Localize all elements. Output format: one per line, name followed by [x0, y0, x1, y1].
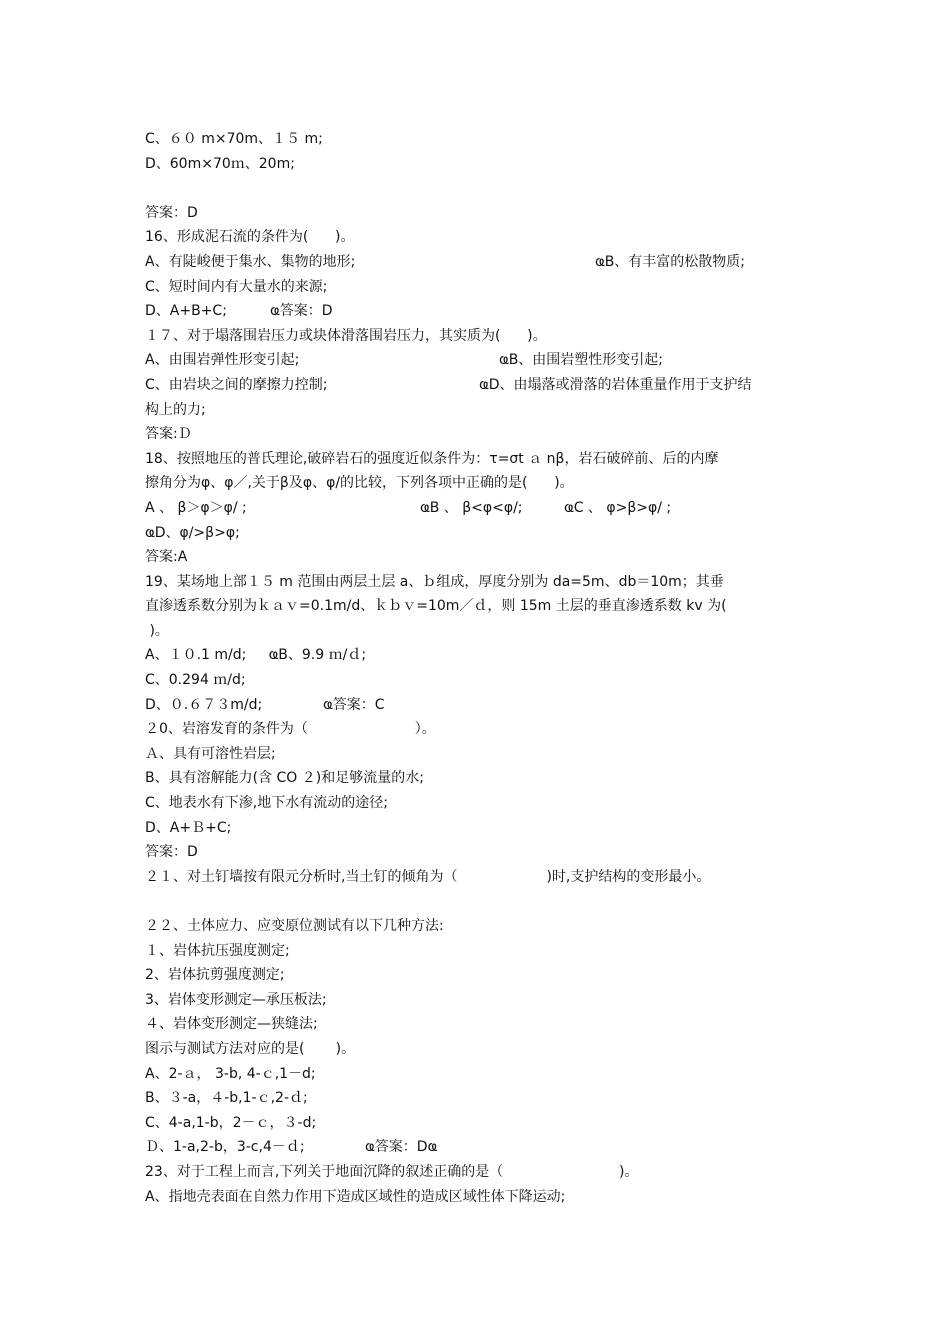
- option-a: A、由围岩弹性形变引起;: [145, 352, 300, 369]
- options-row: [145, 693, 815, 718]
- question-16: 16、形成泥石流的条件为( )。: [145, 229, 355, 246]
- question-21: ２１、对土钉墙按有限元分析时,当土钉的倾角为（ )时,支护结构的变形最小。: [145, 868, 711, 885]
- answer-line: ҩ答案：D: [270, 303, 333, 320]
- answer-line: ҩ答案：C: [323, 696, 385, 713]
- option-c: C、地表水有下渗,地下水有流动的途径;: [145, 795, 388, 812]
- text-line: 擦角分为φ、φ／,关于β及φ、φ/的比较，下列各项中正确的是( )。: [145, 475, 574, 492]
- question-22: ２２、土体应力、应变原位测试有以下几种方法:: [145, 918, 444, 934]
- method-item: 2、岩体抗剪强度测定;: [145, 967, 285, 984]
- options-row: [145, 373, 815, 398]
- option-a: A、2-ａ， 3-b, 4-ｃ,1－d;: [145, 1065, 316, 1082]
- option-d: D、A+Ｂ+C;: [145, 819, 232, 836]
- option-c: C、4-a,1-b，2－ｃ，３-d;: [145, 1114, 317, 1131]
- option-a: A、指地壳表面在自然力作用下造成区域性的造成区域性体下降运动;: [145, 1188, 566, 1205]
- answer-line: ҩ答案：Dҩ: [365, 1139, 438, 1156]
- option-d: D、A+B+C;: [145, 303, 227, 320]
- blank-line: [145, 889, 815, 914]
- method-item: ４、岩体变形测定—狭缝法;: [145, 1016, 318, 1033]
- text-line: 构上的力;: [145, 401, 206, 418]
- answer-line: 答案：D: [145, 204, 198, 221]
- option-b: ҩB、有丰富的松散物质;: [595, 253, 746, 270]
- answer-line: 答案:A: [145, 549, 188, 566]
- option-c: C、0.294 ｍ/d;: [145, 672, 246, 689]
- option-b: B、具有溶解能力(含 CO ２)和足够流量的水;: [145, 770, 424, 787]
- text-line: )。: [145, 622, 169, 639]
- option-a: A 、 β＞φ＞φ/ ;: [145, 499, 247, 516]
- option-a: Ａ、具有可溶性岩层;: [145, 745, 276, 762]
- option-d: ҩD、φ/>β>φ;: [145, 524, 240, 541]
- option-c: C、短时间内有大量水的来源;: [145, 278, 328, 295]
- options-row: [145, 1135, 815, 1160]
- answer-line: 答案：D: [145, 844, 198, 861]
- option-b: ҩB、由围岩塑性形变引起;: [499, 352, 664, 369]
- question-19: 19、某场地上部１５ m 范围由两层土层 a、ｂ组成，厚度分别为 da=5m、db＝10m；其垂: [145, 573, 724, 590]
- options-row: [145, 496, 815, 521]
- options-row: A、１０.1 m/d; ҩB、9.9 ｍ/ｄ;: [145, 647, 367, 664]
- option-b: B、３-a，４-b,1-ｃ,2-ｄ;: [145, 1090, 308, 1107]
- option-c: C、由岩块之间的摩擦力控制;: [145, 376, 328, 393]
- question-18: 18、按照地压的普氏理论,破碎岩石的强度近似条件为：τ=σt ａ nβ，岩石破碎前、后的内摩: [145, 450, 719, 467]
- document-body: [145, 127, 815, 1209]
- option-d: Ｄ、1-a,2-b，3-c,4－ｄ;: [145, 1139, 305, 1156]
- answer-line: 答案:Ｄ: [145, 426, 192, 443]
- method-item: 3、岩体变形测定—承压板法;: [145, 991, 327, 1008]
- question-20: ２0、岩溶发育的条件为（ ）。: [145, 721, 436, 738]
- text-line: 直渗透系数分别为ｋａｖ=0.1m/d、ｋｂｖ=10m／ｄ，则 15m 土层的垂直渗透系数 kv 为(: [145, 598, 727, 615]
- option-d: ҩD、由塌落或滑落的岩体重量作用于支护结: [479, 376, 752, 393]
- option-d: D、０.６７３m/d;: [145, 696, 263, 713]
- text-line: C、６０ m×70m、１５ m;: [145, 131, 323, 147]
- option-c: ҩC 、 φ>β>φ/ ;: [564, 499, 672, 516]
- text-line: D、60m×70ｍ、20m;: [145, 155, 295, 172]
- method-item: １、岩体抗压强度测定;: [145, 942, 290, 959]
- option-b: ҩB 、 β<φ<φ/;: [420, 499, 523, 516]
- options-row: [145, 299, 815, 324]
- question-17: １７、对于塌落围岩压力或块体滑落围岩压力，其实质为( )。: [145, 327, 547, 344]
- options-row: [145, 250, 815, 275]
- blank-line: [145, 176, 815, 201]
- options-row: [145, 348, 815, 373]
- text-line: 图示与测试方法对应的是( )。: [145, 1040, 356, 1057]
- option-a: A、有陡峻便于集水、集物的地形;: [145, 253, 356, 270]
- question-23: 23、对于工程上而言,下列关于地面沉降的叙述正确的是（ )。: [145, 1163, 639, 1180]
